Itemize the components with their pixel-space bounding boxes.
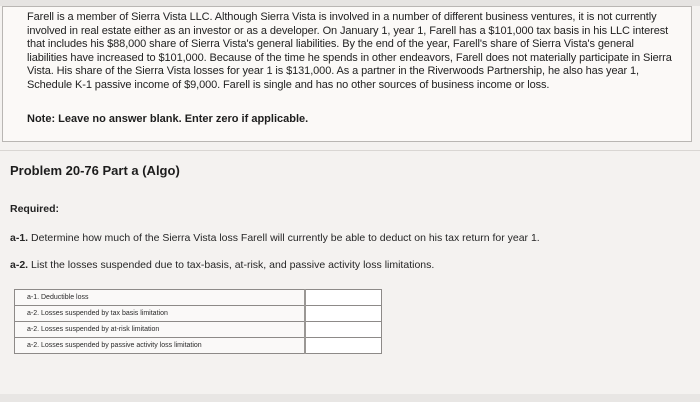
deductible-loss-input[interactable] bbox=[306, 291, 381, 305]
requirement-a2-text: List the losses suspended due to tax-basis, at-risk, and passive activity loss limitations. bbox=[31, 259, 435, 271]
passive-suspended-cell[interactable] bbox=[305, 338, 381, 354]
requirement-a1-text: Determine how much of the Sierra Vista loss Farell will currently be able to deduct on his tax return for year 1. bbox=[31, 232, 540, 244]
bottom-edge bbox=[0, 394, 700, 402]
table-row bbox=[15, 306, 382, 322]
row-label-deductible-loss: a-1. Deductible loss bbox=[15, 290, 306, 306]
requirement-a2-number: a-2. bbox=[10, 259, 29, 271]
problem-statement-text: Farell is a member of Sierra Vista LLC. Although Sierra Vista is involved in a number of different business ventures, it is not currently involved in real estate either as an investor or as a developer. On January 1, year 1, Farell has a $101,000 tax basis in his LLC interest that includes his $88,000 share of Sierra Vista's general liabilities. By the end of the year, Farell's share of Sierra Vista's general liabilities have increased to $101,000. Because of the time he spends in other endeavors, Farell does not materially participate in Sierra Vista. His share of the Sierra Vista losses for year 1 is $131,000. As a partner in the Riverwoods Partnership, he also has year 1, Schedule K-1 passive income of $9,000. Farell is single and has no other sources of business income or loss. bbox=[27, 11, 672, 91]
at-risk-suspended-cell[interactable] bbox=[305, 322, 381, 338]
section-divider bbox=[0, 150, 700, 151]
table-row bbox=[15, 322, 382, 338]
row-label-passive-suspended: a-2. Losses suspended by passive activity loss limitation bbox=[15, 338, 306, 354]
requirement-a2 bbox=[10, 259, 434, 271]
required-label: Required: bbox=[10, 203, 60, 215]
passive-suspended-input[interactable] bbox=[306, 339, 381, 353]
table-row bbox=[15, 290, 382, 306]
row-label-tax-basis-suspended: a-2. Losses suspended by tax basis limitation bbox=[15, 306, 306, 322]
tax-basis-suspended-input[interactable] bbox=[306, 307, 381, 321]
table-row bbox=[15, 338, 382, 354]
section-title: Problem 20-76 Part a (Algo) bbox=[10, 163, 180, 178]
row-label-at-risk-suspended: a-2. Losses suspended by at-risk limitation bbox=[15, 322, 306, 338]
tax-basis-suspended-cell[interactable] bbox=[305, 306, 381, 322]
requirement-a1 bbox=[10, 232, 540, 244]
at-risk-suspended-input[interactable] bbox=[306, 323, 381, 337]
problem-note: Note: Leave no answer blank. Enter zero if applicable. bbox=[27, 113, 309, 125]
requirement-a1-number: a-1. bbox=[10, 232, 29, 244]
answer-table bbox=[14, 289, 382, 354]
deductible-loss-cell[interactable] bbox=[305, 290, 381, 306]
